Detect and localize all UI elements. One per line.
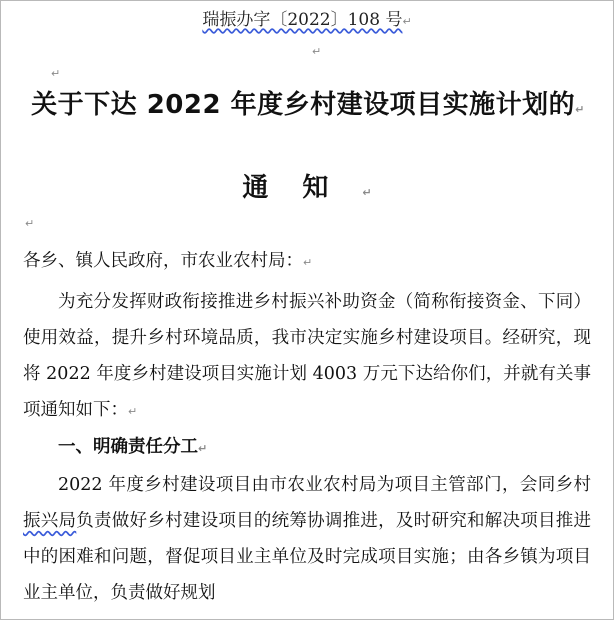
spellcheck-flagged-word[interactable]: 振兴局 bbox=[23, 511, 77, 531]
document-number-text: 瑞振办字〔2022〕108 号 bbox=[202, 10, 403, 30]
paragraph-mark: ↵ bbox=[362, 186, 372, 199]
document-subtitle-text: 通知 bbox=[242, 173, 363, 203]
paragraph-mark: ↵ bbox=[51, 67, 61, 80]
paragraph-mark: ↵ bbox=[402, 15, 412, 28]
body-paragraph-1-text: 为充分发挥财政衔接推进乡村振兴补助资金（简称衔接资金、下同）使用效益，提升乡村环境品质，我市决定实施乡村建设项目。经研究，现将 2022 年度乡村建设项目实施计划 4003 万元下达给你们，并就有关事项通知如下： bbox=[23, 292, 591, 420]
document-subtitle bbox=[1, 167, 613, 204]
body-paragraph-2-text-a: 2022 年度乡村建设项目由市农业农村局为项目主管部门，会同乡村 bbox=[58, 475, 591, 495]
section-heading bbox=[23, 429, 614, 467]
document-number bbox=[1, 5, 613, 30]
body-paragraph-1 bbox=[23, 284, 591, 430]
section-heading-text: 一、明确责任分工 bbox=[58, 437, 198, 457]
document-title bbox=[23, 87, 593, 128]
addressee-text: 各乡、镇人民政府，市农业农村局： bbox=[23, 251, 303, 271]
paragraph-mark: ↵ bbox=[303, 256, 313, 269]
document-title-text: 关于下达 2022 年度乡村建设项目实施计划的 bbox=[31, 90, 576, 120]
body-paragraph-2-text-b: 负责做好乡村建设项目的统筹协调推进，及时研究和解决项目推进中的困难和问题，督促项目业主单位及时完成项目实施；由各乡镇为项目业主单位，负责做好规划 bbox=[23, 511, 592, 603]
paragraph-mark: ↵ bbox=[312, 45, 322, 58]
paragraph-mark: ↵ bbox=[128, 405, 138, 418]
addressee-line bbox=[23, 243, 591, 281]
paragraph-mark: ↵ bbox=[198, 442, 208, 455]
body-paragraph-2 bbox=[23, 467, 591, 611]
paragraph-mark: ↵ bbox=[25, 217, 35, 230]
paragraph-mark: ↵ bbox=[575, 103, 585, 116]
